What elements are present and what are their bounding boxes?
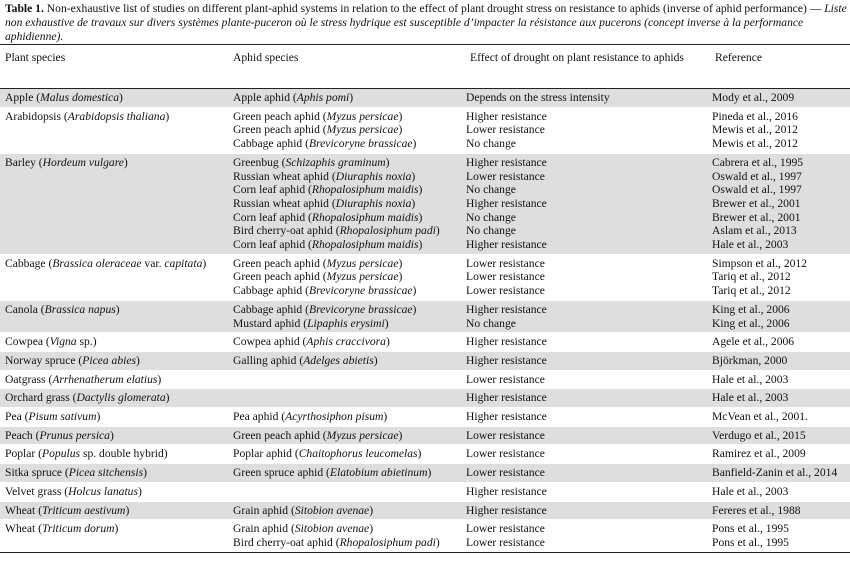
aphid-entry [233, 354, 465, 368]
reference-cell [711, 153, 850, 254]
effect-entry: Lower resistance [466, 284, 545, 298]
text-part: ) [418, 210, 423, 224]
effect-entry: Higher resistance [466, 335, 547, 349]
species-name: Rhopalosiphum maidis [311, 210, 419, 224]
header-row [0, 45, 850, 89]
aphid-entry [233, 466, 465, 480]
aphid-entry [233, 238, 465, 252]
species-name: Adelges abietis [303, 353, 374, 367]
text-part: Green peach aphid ( [233, 270, 327, 284]
species-name: Acyrthosiphon pisum [285, 410, 384, 424]
effect-entry: Lower resistance [466, 123, 545, 137]
plant-species-cell [0, 300, 228, 332]
text-part: ) [119, 91, 123, 104]
text-part: ) [115, 302, 120, 316]
aphid-species-cell [228, 426, 465, 445]
reference-entry: Hale et al., 2003 [712, 372, 789, 386]
effect-cell [465, 300, 711, 332]
text-part: ) [412, 302, 417, 316]
aphid-entry [233, 536, 465, 550]
aphid-species-cell [228, 445, 465, 464]
text-part: Cabbage ( [5, 256, 53, 270]
species-name: Brassica napus [44, 302, 116, 316]
species-name: Picea abies [82, 353, 137, 367]
effect-entry: Higher resistance [466, 196, 547, 210]
text-part: ) [373, 353, 378, 367]
aphid-species-cell [228, 482, 465, 501]
text-part: Canola ( [5, 302, 45, 316]
table-row [0, 482, 850, 501]
text-part: Norway spruce ( [5, 353, 83, 367]
effect-entry: Lower resistance [466, 447, 545, 461]
text-part: Corn leaf aphid ( [233, 183, 312, 197]
plant-species-cell [0, 389, 228, 408]
reference-cell [711, 520, 850, 552]
species-name: Myzus persicae [326, 123, 399, 137]
text-part: ) [123, 155, 128, 169]
effect-entry: Higher resistance [466, 484, 547, 498]
effect-entry: Higher resistance [466, 155, 547, 169]
reference-cell [711, 254, 850, 300]
reference-cell [711, 501, 850, 520]
aphid-species-cell [228, 408, 465, 427]
plant-aphid-table [0, 44, 850, 553]
text-part: ) [165, 391, 170, 405]
reference-entry: Simpson et al., 2012 [712, 256, 808, 270]
aphid-species-cell [228, 370, 465, 389]
table-row [0, 426, 850, 445]
table-row [0, 370, 850, 389]
species-name: Sitobion avenae [294, 522, 370, 536]
species-name: Rhopalosiphum maidis [311, 183, 419, 197]
text-part: Pea ( [5, 410, 29, 424]
text-part: ) [398, 256, 403, 270]
reference-entry: King et al., 2006 [712, 302, 790, 316]
aphid-species-cell [228, 389, 465, 408]
aphid-entry [233, 91, 465, 105]
table-row [0, 333, 850, 352]
caption-english: Non-exhaustive list of studies on different plant-aphid systems in relation to the effect of plant drought stress on resistance to aphids (inverse of aphid performance) — [46, 2, 822, 15]
species-name: Aphis pomi [296, 91, 350, 104]
effect-cell [465, 89, 711, 108]
species-name: Brevicoryne brassicae [308, 284, 413, 298]
text-part: ) [143, 466, 147, 480]
text-part: sp. double hybrid) [80, 447, 168, 461]
effect-cell [465, 107, 711, 153]
plant-species-cell [0, 89, 228, 108]
aphid-entry [233, 211, 465, 225]
table-row [0, 408, 850, 427]
text-part: Apple aphid ( [233, 91, 297, 104]
aphid-entry [233, 183, 465, 197]
reference-entry: Tariq et al., 2012 [712, 270, 791, 284]
plant-species-cell [0, 351, 228, 370]
text-part: ) [157, 372, 162, 386]
text-part: ) [165, 109, 170, 123]
species-name: Prunus persica [39, 428, 110, 442]
effect-entry: Lower resistance [466, 522, 545, 536]
aphid-entry [233, 522, 465, 536]
reference-entry: McVean et al., 2001. [712, 410, 808, 424]
effect-cell [465, 408, 711, 427]
species-name: Sitobion avenae [294, 503, 370, 517]
aphid-entry [233, 170, 465, 184]
reference-entry: Tariq et al., 2012 [712, 284, 791, 298]
plant-species-cell [0, 408, 228, 427]
effect-entry: Higher resistance [466, 391, 547, 405]
effect-cell [465, 333, 711, 352]
table-row [0, 464, 850, 483]
text-part: ) [418, 183, 423, 197]
text-part: Cowpea aphid ( [233, 335, 307, 349]
species-name: Rhopalosiphum maidis [311, 238, 419, 252]
caption-label: Table 1. [5, 2, 44, 15]
reference-cell [711, 370, 850, 389]
header-plant-species: Plant species [0, 45, 228, 89]
text-part: ) [417, 447, 422, 461]
effect-cell [465, 254, 711, 300]
effect-cell [465, 464, 711, 483]
text-part: Oatgrass ( [5, 372, 53, 386]
aphid-species-cell [228, 107, 465, 153]
reference-entry: Hale et al., 2003 [712, 391, 789, 405]
text-part: ) [411, 196, 416, 210]
text-part: Green peach aphid ( [233, 256, 327, 270]
plant-species-cell [0, 370, 228, 389]
reference-entry: Pineda et al., 2016 [712, 109, 798, 123]
caption-french: Liste non exhaustive de travaux sur divers systèmes plante-puceron où le stress hydrique est susceptible d’impacter la résistance aux pucerons (concept inverse à la performance aphidienne). [5, 2, 847, 43]
species-name: Triticum aestivum [42, 503, 126, 517]
table-row [0, 153, 850, 254]
text-part: Greenbug ( [233, 155, 286, 169]
table-body [0, 89, 850, 553]
reference-entry: King et al., 2006 [712, 316, 790, 330]
reference-cell [711, 408, 850, 427]
plant-species-cell [0, 153, 228, 254]
reference-entry: Banfield-Zanin et al., 2014 [712, 466, 838, 480]
effect-entry: Lower resistance [466, 270, 545, 284]
text-part: Velvet grass ( [5, 484, 69, 498]
text-part: Wheat ( [5, 522, 43, 536]
aphid-species-cell [228, 153, 465, 254]
aphid-species-cell [228, 254, 465, 300]
text-part: Apple ( [5, 91, 41, 104]
reference-entry: Ramirez et al., 2009 [712, 447, 806, 461]
text-part: Peach ( [5, 428, 40, 442]
aphid-species-cell [228, 300, 465, 332]
text-part: Russian wheat aphid ( [233, 169, 336, 183]
reference-entry: Brewer et al., 2001 [712, 196, 801, 210]
reference-cell [711, 482, 850, 501]
aphid-entry [233, 303, 465, 317]
aphid-species-cell [228, 351, 465, 370]
text-part: ) [398, 270, 403, 284]
aphid-entry [233, 137, 465, 151]
text-part: Bird cherry-oat aphid ( [233, 224, 340, 238]
text-part: ) [418, 238, 423, 252]
table-row [0, 254, 850, 300]
text-part: ) [398, 123, 403, 137]
effect-entry: Higher resistance [466, 353, 547, 367]
text-part: ) [136, 353, 140, 367]
plant-species-cell [0, 482, 228, 501]
text-part: Mustard aphid ( [233, 316, 308, 330]
text-part: ) [385, 335, 390, 349]
plant-species-cell [0, 464, 228, 483]
species-name: Lipaphis erysimi [307, 316, 385, 330]
text-part: ) [384, 316, 389, 330]
reference-cell [711, 107, 850, 153]
text-part: Cabbage aphid ( [233, 137, 309, 151]
text-part: Grain aphid ( [233, 522, 295, 536]
species-name: Picea sitchensis [68, 466, 144, 480]
text-part: ) [435, 535, 440, 549]
text-part: Arabidopsis ( [5, 109, 68, 123]
text-part: ) [125, 503, 130, 517]
species-name: Aphis craccivora [306, 335, 386, 349]
aphid-entry [233, 284, 465, 298]
aphid-species-cell [228, 89, 465, 108]
reference-entry: Agele et al., 2006 [712, 335, 795, 349]
table-row [0, 389, 850, 408]
reference-entry: Verdugo et al., 2015 [712, 428, 806, 442]
species-name: Diuraphis noxia [335, 169, 412, 183]
effect-cell [465, 482, 711, 501]
text-part: ) [411, 169, 416, 183]
aphid-entry [233, 224, 465, 238]
header-aphid-species: Aphid species [228, 45, 465, 89]
text-part: ) [398, 428, 403, 442]
effect-cell [465, 370, 711, 389]
text-part: Cowpea ( [5, 335, 50, 349]
reference-entry: Oswald et al., 1997 [712, 183, 802, 197]
species-name: Holcus lanatus [68, 484, 138, 498]
aphid-entry [233, 504, 465, 518]
aphid-entry [233, 410, 465, 424]
reference-cell [711, 464, 850, 483]
text-part: Pea aphid ( [233, 410, 286, 424]
species-name: Brassica oleraceae [52, 256, 142, 270]
text-part: ) [114, 522, 119, 536]
table-row [0, 520, 850, 552]
table-row [0, 501, 850, 520]
text-part: Galling aphid ( [233, 353, 304, 367]
aphid-entry [233, 317, 465, 331]
species-name: Myzus persicae [326, 428, 399, 442]
reference-entry: Pons et al., 1995 [712, 535, 789, 549]
text-part: ) [202, 256, 207, 270]
text-part: ) [385, 155, 390, 169]
species-name: Myzus persicae [326, 270, 399, 284]
effect-entry: Higher resistance [466, 302, 547, 316]
species-name: Myzus persicae [326, 109, 399, 123]
aphid-entry [233, 335, 465, 349]
text-part: Bird cherry-oat aphid ( [233, 535, 340, 549]
text-part: Poplar aphid ( [233, 447, 299, 461]
effect-cell [465, 351, 711, 370]
reference-cell [711, 351, 850, 370]
table-row [0, 351, 850, 370]
species-name: Schizaphis graminum [285, 155, 386, 169]
text-part: ) [369, 522, 374, 536]
text-part: Wheat ( [5, 503, 43, 517]
effect-entry: Lower resistance [466, 169, 545, 183]
text-part: ) [412, 284, 417, 298]
species-name: Rhopalosiphum padi [339, 224, 436, 238]
reference-cell [711, 426, 850, 445]
reference-cell [711, 89, 850, 108]
species-name: Vigna [49, 335, 77, 349]
text-part: ) [349, 91, 354, 104]
reference-cell [711, 333, 850, 352]
text-part: ) [96, 410, 101, 424]
species-name: capitata [164, 256, 203, 270]
text-part: Barley ( [5, 155, 43, 169]
effect-entry: Lower resistance [466, 535, 545, 549]
species-name: Brevicoryne brassicae [308, 137, 413, 151]
reference-entry: Mody et al., 2009 [712, 91, 795, 104]
effect-entry: Lower resistance [466, 256, 545, 270]
effect-cell [465, 501, 711, 520]
effect-cell [465, 389, 711, 408]
text-part: Russian wheat aphid ( [233, 196, 336, 210]
text-part: Green peach aphid ( [233, 428, 327, 442]
effect-entry: No change [466, 183, 516, 197]
reference-entry: Fereres et al., 1988 [712, 503, 801, 517]
species-name: Diuraphis noxia [335, 196, 412, 210]
effect-entry: Depends on the stress intensity [466, 91, 610, 104]
table-row [0, 300, 850, 332]
header-reference: Reference [711, 45, 850, 89]
plant-species-cell [0, 333, 228, 352]
species-name: Triticum dorum [42, 522, 115, 536]
text-part: Green spruce aphid ( [233, 466, 330, 480]
text-part: ) [109, 428, 114, 442]
table-row [0, 445, 850, 464]
reference-cell [711, 389, 850, 408]
species-name: Hordeum vulgare [42, 155, 124, 169]
effect-entry: No change [466, 137, 516, 151]
reference-entry: Hale et al., 2003 [712, 238, 789, 252]
text-part: sp.) [76, 335, 97, 349]
aphid-species-cell [228, 464, 465, 483]
reference-entry: Mewis et al., 2012 [712, 123, 798, 137]
plant-species-cell [0, 107, 228, 153]
text-part: ) [412, 137, 417, 151]
reference-entry: Cabrera et al., 1995 [712, 155, 804, 169]
plant-species-cell [0, 501, 228, 520]
aphid-entry [233, 123, 465, 137]
plant-species-cell [0, 426, 228, 445]
effect-entry: Lower resistance [466, 428, 545, 442]
text-part: ) [383, 410, 388, 424]
text-part: ) [138, 484, 142, 498]
effect-cell [465, 445, 711, 464]
effect-entry: Higher resistance [466, 109, 547, 123]
text-part: ) [427, 466, 432, 480]
species-name: Brevicoryne brassicae [308, 302, 413, 316]
species-name: Pisum sativum [28, 410, 97, 424]
species-name: Chaitophorus leucomelas [298, 447, 418, 461]
effect-entry: Higher resistance [466, 503, 547, 517]
reference-entry: Hale et al., 2003 [712, 484, 789, 498]
reference-cell [711, 445, 850, 464]
species-name: Arabidopsis thaliana [67, 109, 166, 123]
plant-species-cell [0, 520, 228, 552]
text-part: ) [398, 109, 403, 123]
reference-entry: Oswald et al., 1997 [712, 169, 802, 183]
species-name: Arrhenatherum elatius [52, 372, 158, 386]
effect-entry: Higher resistance [466, 238, 547, 252]
effect-cell [465, 426, 711, 445]
text-part: Poplar ( [5, 447, 43, 461]
reference-entry: Pons et al., 1995 [712, 522, 789, 536]
effect-entry: Higher resistance [466, 410, 547, 424]
text-part: var. [141, 256, 165, 270]
text-part: Cabbage aphid ( [233, 302, 309, 316]
text-part: ) [369, 503, 374, 517]
text-part: Grain aphid ( [233, 503, 295, 517]
effect-entry: Lower resistance [466, 466, 545, 480]
table-row [0, 107, 850, 153]
aphid-entry [233, 156, 465, 170]
header-effect: Effect of drought on plant resistance to aphids [465, 45, 711, 89]
text-part: Sitka spruce ( [5, 466, 69, 480]
aphid-entry [233, 270, 465, 284]
text-part: Cabbage aphid ( [233, 284, 309, 298]
effect-cell [465, 153, 711, 254]
effect-cell [465, 520, 711, 552]
aphid-entry [233, 257, 465, 271]
reference-entry: Aslam et al., 2013 [712, 224, 797, 238]
text-part: Corn leaf aphid ( [233, 210, 312, 224]
text-part: ) [435, 224, 440, 238]
reference-entry: Brewer et al., 2001 [712, 210, 801, 224]
text-part: Green peach aphid ( [233, 109, 327, 123]
aphid-species-cell [228, 520, 465, 552]
effect-entry: No change [466, 210, 516, 224]
aphid-entry [233, 197, 465, 211]
table-caption [5, 2, 847, 44]
reference-entry: Mewis et al., 2012 [712, 137, 798, 151]
aphid-entry [233, 110, 465, 124]
effect-entry: No change [466, 316, 516, 330]
species-name: Myzus persicae [326, 256, 399, 270]
effect-entry: Lower resistance [466, 372, 545, 386]
effect-entry: No change [466, 224, 516, 238]
text-part: Green peach aphid ( [233, 123, 327, 137]
species-name: Elatobium abietinum [329, 466, 428, 480]
aphid-species-cell [228, 333, 465, 352]
species-name: Malus domestica [40, 91, 119, 104]
text-part: Orchard grass ( [5, 391, 77, 405]
plant-species-cell [0, 254, 228, 300]
reference-entry: Björkman, 2000 [712, 353, 788, 367]
species-name: Dactylis glomerata [76, 391, 166, 405]
aphid-entry [233, 447, 465, 461]
species-name: Rhopalosiphum padi [339, 535, 436, 549]
table-row [0, 89, 850, 108]
aphid-entry [233, 429, 465, 443]
plant-species-cell [0, 445, 228, 464]
text-part: Corn leaf aphid ( [233, 238, 312, 252]
species-name: Populus [42, 447, 81, 461]
reference-cell [711, 300, 850, 332]
aphid-species-cell [228, 501, 465, 520]
